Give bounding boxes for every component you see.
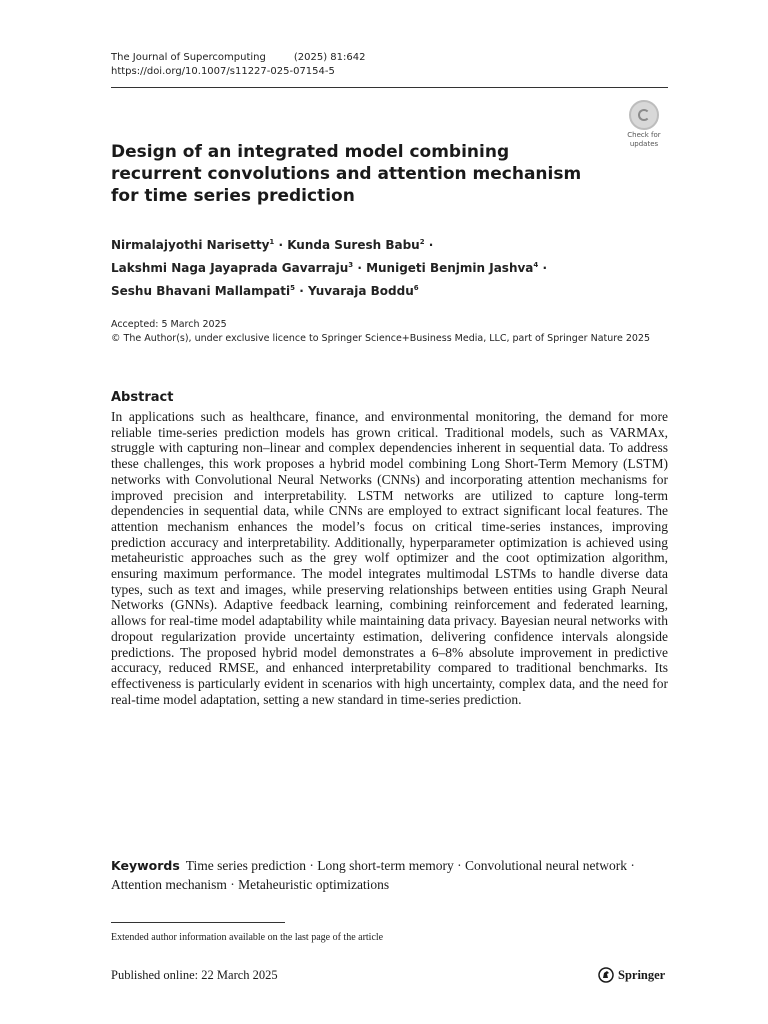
journal-year-volume: (2025) 81:642 bbox=[293, 52, 366, 63]
springer-horse-icon bbox=[598, 967, 614, 983]
author-affiliation: 3 bbox=[348, 261, 354, 269]
abstract-text: In applications such as healthcare, finance, and environmental monitoring, the demand for more reliable time-series prediction models has grown critical. Traditional models, such as VARMAx, struggle with capturing non–linear and complex dependencies inherent in sequential data. To address these challenges, this work proposes a hybrid model combining Long Short-Term Memory (LSTM) networks with Convolutional Neural Networks (CNNs) and incorporating attention mechanisms for improved precision and interpretability. LSTM networks are utilized to capture long-term dependencies in sequential data, while CNNs are employed to extract significant local features. The attention mechanism enhances the model’s focus on critical time-series instances, improving prediction accuracy and interpretability. Additionally, hyperparameter optimization is achieved using metaheuristic approaches such as the grey wolf optimizer and the coot optimization algorithm, ensuring maximum performance. The model integrates multimodal LSTMs to handle diverse data types, such as text and images, while preserving relationships between entities using Graph Neural Networks (GNNs). Adaptive feedback learning, combining reinforcement and federated learning, allows for real-time model adaptability while maintaining data privacy. Bayesian neural networks with dropout regularization provide uncertainty estimation, delivering confidence intervals alongside predictions. The proposed hybrid model demonstrates a 6–8% absolute improvement in predictive accuracy, reduced RMSE, and enhanced interpretability compared to traditional benchmarks. Its effectiveness is particularly evident in scenarios with high uncertainty, complex data, and the need for real-time model adaptation, setting a new standard in time-series prediction. bbox=[111, 409, 668, 707]
author-affiliation: 1 bbox=[269, 238, 275, 246]
author-name: Lakshmi Naga Jayaprada Gavarraju bbox=[111, 261, 349, 275]
header-divider bbox=[111, 87, 668, 88]
keywords-label: Keywords bbox=[111, 858, 180, 873]
check-updates-icon bbox=[629, 100, 659, 130]
author-list bbox=[111, 232, 631, 301]
paper-title: Design of an integrated model combining recurrent convolutions and attention mechanism for time series prediction bbox=[111, 142, 582, 206]
author-name: Nirmalajyothi Narisetty bbox=[111, 238, 270, 252]
author-separator: · bbox=[424, 238, 434, 252]
author-affiliation: 2 bbox=[419, 238, 425, 246]
author-affiliation: 4 bbox=[533, 261, 539, 269]
publisher-name: Springer bbox=[618, 967, 666, 982]
author-separator: · bbox=[295, 284, 308, 298]
footnote-text: Extended author information available on the last page of the article bbox=[111, 932, 384, 943]
keywords-section bbox=[111, 856, 671, 894]
published-date: Published online: 22 March 2025 bbox=[111, 968, 278, 982]
journal-name: The Journal of Supercomputing bbox=[111, 52, 266, 63]
author-name: Yuvaraja Boddu bbox=[307, 284, 414, 298]
accepted-date: Accepted: 5 March 2025 bbox=[111, 319, 227, 330]
keywords-text: Time series prediction · Long short-term memory · Convolutional neural network · Attention mechanism · Metaheuristic optimizations bbox=[111, 858, 635, 892]
check-updates-label-2: updates bbox=[629, 140, 659, 148]
publisher-logo bbox=[598, 967, 665, 983]
author-separator: · bbox=[353, 261, 367, 275]
author-separator: · bbox=[274, 238, 288, 252]
author-name: Seshu Bhavani Mallampati bbox=[111, 284, 291, 298]
footnote-divider bbox=[111, 922, 285, 923]
author-affiliation: 5 bbox=[290, 284, 296, 292]
doi-link[interactable]: https://doi.org/10.1007/s11227-025-07154-5 bbox=[111, 66, 335, 77]
check-updates-label-1: Check for bbox=[627, 131, 661, 139]
abstract-heading: Abstract bbox=[111, 390, 174, 405]
author-separator: · bbox=[538, 261, 548, 275]
check-for-updates-button[interactable] bbox=[620, 100, 668, 148]
author-name: Munigeti Benjmin Jashva bbox=[366, 261, 534, 275]
copyright-notice: © The Author(s), under exclusive licence to Springer Science+Business Media, LLC, part of Springer Nature 2025 bbox=[111, 333, 651, 344]
author-affiliation: 6 bbox=[413, 284, 419, 292]
journal-header bbox=[111, 52, 366, 63]
author-name: Kunda Suresh Babu bbox=[287, 238, 420, 252]
